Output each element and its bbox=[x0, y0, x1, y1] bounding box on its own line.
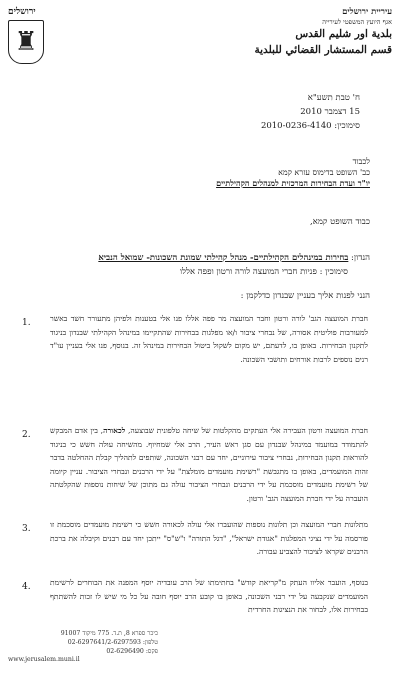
intro-text: הנני לפנות אליך בעניין שבנדון כדלקמן : bbox=[240, 291, 370, 301]
paragraph: חברת המועצה הגב' לורה ורטון וחבר המועצה מר פפה אללו פנו אלי בטענות ולפיהן מתעורר חשד באשר למעורבות פוליטית אסורה, של נבחרי ציבור ו/או מפלגות בבחירות שהתקיימו במינהל הקהילתי שבנדון בניגוד לתקנון הבחירות. באופן בו, לדעתם, יש מקום לשקול ביטול הבחירות במינהל זה. בנוסף, פנו אלי בעניין עו"ד רנים נוספים לרבות אורחים ותושבי השכונה. bbox=[50, 314, 368, 364]
paragraph-emphasis: לכאורה bbox=[103, 426, 126, 435]
paragraph: מתלונות חברי המועצה וכן תלונות נוספות שהועברו אלי עולה לכאורה חשש כי רשימת מועמדים מוסכמת זו פורסמה על ידי נציגי המפלגות "אגודת ישראל", "דגל התורה" ו"ש"ס" ייתכן יחד עם רבנים וקיבלה את ברכת הרבנים שקראו לציבור להצביע עבורה. bbox=[50, 520, 368, 557]
paragraph-number: 4. bbox=[22, 582, 31, 592]
city-name: ירושלים bbox=[8, 7, 36, 17]
letterhead-arabic-department: قسم المستشار القضائي للبلدية bbox=[254, 44, 392, 56]
addressee-name: כב' השופט בדימוס עזרא קמא bbox=[278, 168, 370, 177]
addressee-to: לכבוד bbox=[352, 157, 370, 166]
letterhead-municipality: עיריית ירושלים bbox=[342, 7, 392, 17]
subject-label: הנדון: bbox=[351, 253, 370, 263]
footer-phone: טלפון: 02-6297641/2-6297593 bbox=[67, 638, 158, 646]
footer-website[interactable]: www.jerusalem.muni.il bbox=[8, 656, 80, 664]
footer-address: כיכר ספרא 8, ת.ד. 775 מיקוד 91007 bbox=[60, 630, 158, 637]
footer bbox=[8, 630, 158, 665]
paragraph: חברת המועצה ורטון העבירה אלי העתקים מהקלטות של שיחה טלפונית שבוצעה, לכאורה, בין אדם המבקש להתמודד במועמד במינהל שבנדון עם סגן ראש העיר, הרב אלי שמחיוף. מהשיחה עולה חשש כי בניגוד להוראות תקנון הבחירות, נבחרי ציבור עירוניים, יחד עם רבני השכונה, שותפים לתהליך קבלת ההחלטה בדבר זהות המועמדים, באופן בו מתגבשת "רשימת מועמדים מומלצת" על ידי הרבנים ונבחרי הציבור. עניין קיומה של רשימת מועמדים מוסכמת על ידי הרבנים ונבחרי הציבור עולה גם מתוכן של שיחות נוספות שהקלטתה הועברה על ידי חברת המועצה הגב' ורטון. bbox=[50, 426, 368, 503]
subject-line bbox=[25, 252, 370, 264]
hebrew-date: ח' טבת תשע"א bbox=[307, 93, 360, 103]
letterhead-arabic-municipality: بلدية اور شليم القدس bbox=[295, 28, 392, 40]
paragraph: בנוסף, הועבר אליוו העתק מ"קריאת קודש" בחתימתו של הרב עובדיה יוסף המפנה את הבוחרים לרשימת המועמדים שנקבעה על ידי רבני השכונה, באופן בו קובע הרב יוסף חובה על כל מי שיש לו זכות להשתתף בבחירות אלו, לבחור את הנציגות החרדית bbox=[50, 578, 368, 615]
subject-reference: סימוכין : פניות חברי המועצה לורה ורטון ופפה אללו bbox=[179, 267, 348, 277]
footer-fax: פקס: 02-6296490 bbox=[106, 647, 158, 655]
paragraph-number: 1. bbox=[22, 318, 31, 328]
paragraph-number: 3. bbox=[22, 524, 31, 534]
gregorian-date: 15 דצמבר 2010 bbox=[300, 107, 360, 117]
letterhead-department: אגף היועץ המשפטי לעירייה bbox=[322, 18, 392, 26]
greeting: כבוד השופט קמא, bbox=[310, 217, 370, 227]
subject-text: בחירות במינהלים הקהילתיים- מנהל קהילתי שמונת השכונות- שמואל הנביא bbox=[98, 253, 349, 263]
jerusalem-lion-emblem-icon: ♜ bbox=[8, 20, 44, 64]
paragraph-number: 2. bbox=[22, 430, 31, 440]
reference-number: סימוכין: 2010-0236-4140 bbox=[260, 121, 360, 131]
addressee-title: יו"ר ועדת הבחירות המרכזית למנהלים הקהילתיים bbox=[216, 178, 370, 188]
